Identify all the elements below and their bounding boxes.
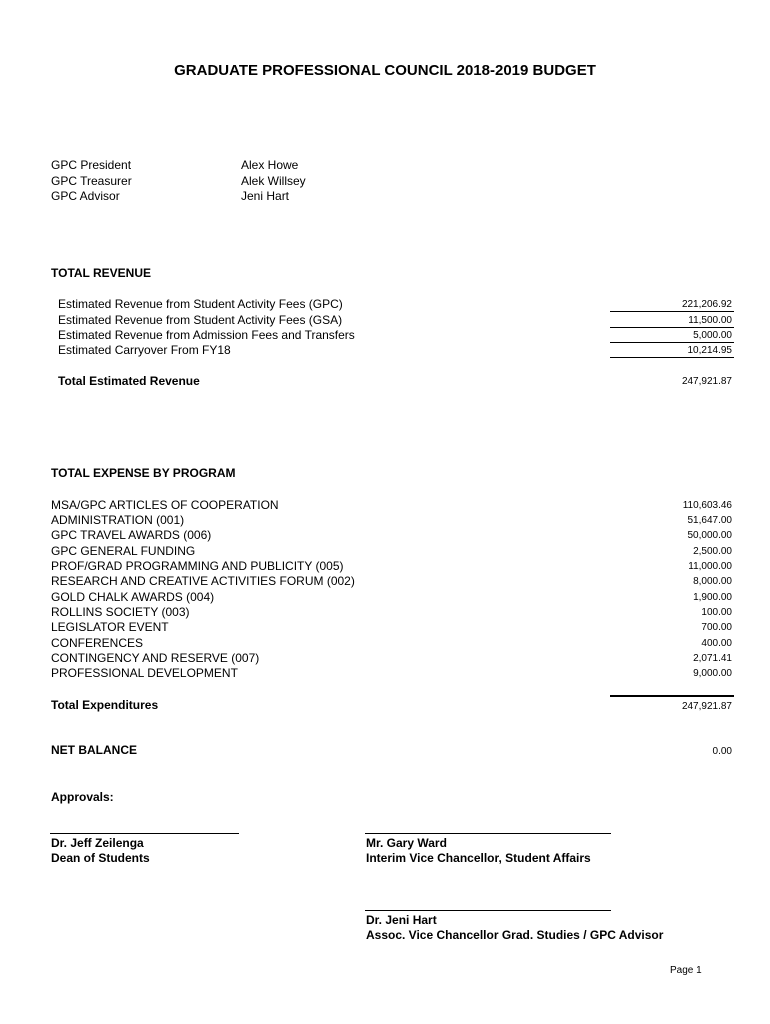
- expense-item-amount: 8,000.00: [693, 576, 732, 587]
- expense-item-amount: 9,000.00: [693, 668, 732, 679]
- revenue-total-label: Total Estimated Revenue: [58, 374, 200, 388]
- signatory-title: Assoc. Vice Chancellor Grad. Studies / GPC Advisor: [366, 928, 664, 942]
- officer-role: GPC Treasurer: [51, 174, 132, 188]
- amount-underline: [610, 311, 734, 312]
- expense-item-label: CONTINGENCY AND RESERVE (007): [51, 651, 260, 665]
- expense-item-label: GPC TRAVEL AWARDS (006): [51, 528, 212, 542]
- signature-line: [365, 910, 611, 911]
- expense-item-amount: 100.00: [701, 607, 732, 618]
- signatory-name: Dr. Jeff Zeilenga: [51, 836, 144, 850]
- amount-underline: [610, 342, 734, 343]
- expense-item-label: GPC GENERAL FUNDING: [51, 544, 196, 558]
- expense-item-amount: 50,000.00: [687, 530, 732, 541]
- net-balance-label: NET BALANCE: [51, 743, 137, 757]
- expense-item-label: ADMINISTRATION (001): [51, 513, 185, 527]
- officer-name: Alex Howe: [241, 158, 299, 172]
- officer-role: GPC Advisor: [51, 189, 120, 203]
- officer-role: GPC President: [51, 158, 132, 172]
- expense-item-label: PROFESSIONAL DEVELOPMENT: [51, 666, 238, 680]
- revenue-item-label: Estimated Carryover From FY18: [58, 343, 231, 357]
- officer-name: Alek Willsey: [241, 174, 306, 188]
- revenue-item-amount: 11,500.00: [688, 315, 732, 326]
- signature-line: [365, 833, 611, 834]
- expense-item-amount: 110,603.46: [682, 500, 732, 511]
- total-rule: [610, 695, 734, 697]
- expense-item-amount: 51,647.00: [687, 515, 732, 526]
- expense-item-amount: 700.00: [701, 622, 732, 633]
- expense-item-amount: 1,900.00: [693, 592, 732, 603]
- expense-total-amount: 247,921.87: [681, 701, 732, 712]
- revenue-item-amount: 10,214.95: [687, 345, 732, 356]
- officer-name: Jeni Hart: [241, 189, 290, 203]
- signatory-title: Dean of Students: [51, 851, 150, 865]
- expense-item-label: GOLD CHALK AWARDS (004): [51, 590, 215, 604]
- page-number: Page 1: [670, 965, 702, 976]
- revenue-item-amount: 221,206.92: [681, 299, 732, 310]
- expense-item-label: PROF/GRAD PROGRAMMING AND PUBLICITY (005): [51, 559, 344, 573]
- expense-heading: TOTAL EXPENSE BY PROGRAM: [51, 466, 236, 480]
- expense-item-label: CONFERENCES: [51, 636, 144, 650]
- expense-item-amount: 400.00: [701, 638, 732, 649]
- amount-underline: [610, 357, 734, 358]
- signature-line: [50, 833, 239, 834]
- expense-item-amount: 11,000.00: [688, 561, 732, 572]
- expense-item-label: MSA/GPC ARTICLES OF COOPERATION: [51, 498, 279, 512]
- approvals-heading: Approvals:: [51, 790, 114, 804]
- expense-item-amount: 2,500.00: [693, 546, 732, 557]
- expense-item-label: LEGISLATOR EVENT: [51, 620, 169, 634]
- expense-item-amount: 2,071.41: [693, 653, 732, 664]
- amount-underline: [610, 327, 734, 328]
- signatory-title: Interim Vice Chancellor, Student Affairs: [366, 851, 591, 865]
- expense-item-label: RESEARCH AND CREATIVE ACTIVITIES FORUM (002): [51, 574, 355, 588]
- revenue-item-amount: 5,000.00: [693, 330, 732, 341]
- revenue-total-amount: 247,921.87: [681, 376, 732, 387]
- revenue-item-label: Estimated Revenue from Admission Fees and Transfers: [58, 328, 355, 342]
- signatory-name: Dr. Jeni Hart: [366, 913, 437, 927]
- revenue-heading: TOTAL REVENUE: [51, 266, 152, 280]
- revenue-item-label: Estimated Revenue from Student Activity Fees (GSA): [58, 313, 343, 327]
- expense-total-label: Total Expenditures: [51, 698, 159, 712]
- revenue-item-label: Estimated Revenue from Student Activity Fees (GPC): [58, 297, 343, 311]
- net-balance-amount: 0.00: [712, 746, 732, 757]
- signatory-name: Mr. Gary Ward: [366, 836, 447, 850]
- document-title: GRADUATE PROFESSIONAL COUNCIL 2018-2019 BUDGET: [174, 62, 596, 79]
- expense-item-label: ROLLINS SOCIETY (003): [51, 605, 190, 619]
